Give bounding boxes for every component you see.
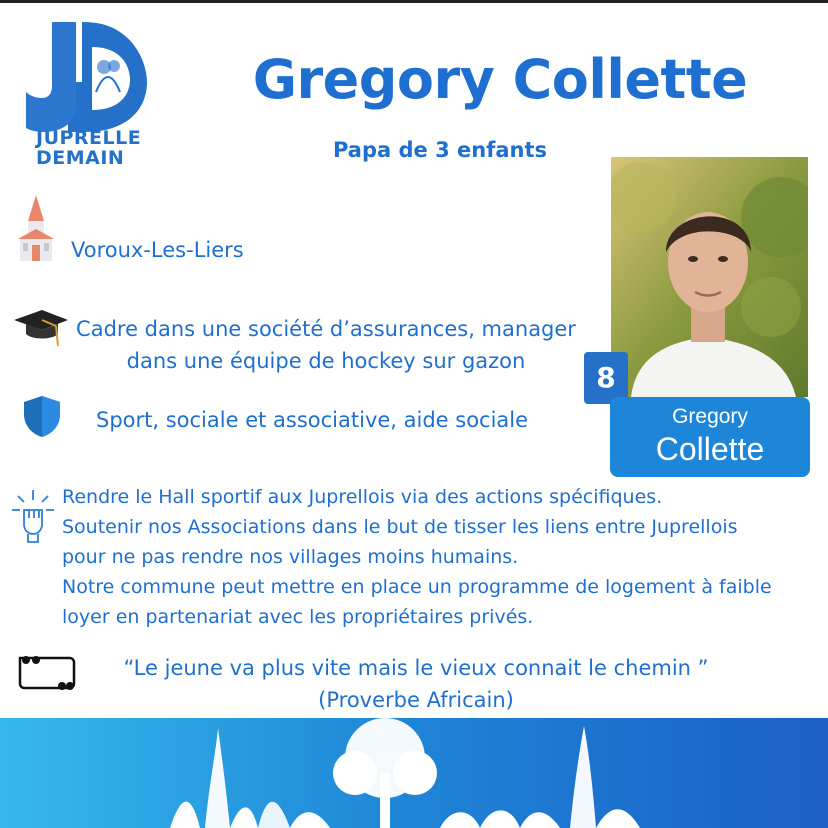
nature-silhouette [0,718,828,828]
goal-line: Rendre le Hall sportif aux Juprellois via des actions spécifiques. [62,486,663,508]
goal-line: loyer en partenariat avec les propriétaires privés. [62,606,534,628]
candidate-name-card [610,397,810,477]
card-last-name: Collette [655,431,765,467]
candidate-number-badge: 8 [584,352,628,404]
quote-source: (Proverbe Africain) [318,688,514,712]
goal-line: Notre commune peut mettre en place un programme de logement à faible [62,576,772,598]
logo-text [36,128,176,168]
church-icon [18,193,54,263]
card-first-name: Gregory [672,405,748,428]
bottom-banner [0,718,828,828]
quote-bubble-icon [14,652,76,694]
quote-text: “Le jeune va plus vite mais le vieux connait le chemin ” [123,656,709,680]
village-text: Voroux-Les-Liers [71,238,244,262]
job-line-1: Cadre dans une société d’assurances, manager [76,317,576,341]
goal-line: pour ne pas rendre nos villages moins humains. [62,546,519,568]
logo-line-2: DEMAIN [36,147,125,169]
logo-line-1: JUPRELLE [36,127,142,149]
goal-line: Soutenir nos Associations dans le but de tisser les liens entre Juprellois [62,516,738,538]
shield-icon [22,394,62,438]
candidate-name: Gregory Collette [252,48,748,111]
goals-text [62,482,772,632]
raised-fist-icon [10,488,56,544]
job-line-2: dans une équipe de hockey sur gazon [126,349,526,373]
candidate-subtitle: Papa de 3 enfants [332,138,547,162]
graduation-cap-icon [12,306,70,350]
candidate-photo [611,157,808,397]
quote-block [96,652,736,716]
interests-text: Sport, sociale et associative, aide sociale [96,408,529,432]
top-border [0,0,828,3]
job-text [68,313,584,377]
